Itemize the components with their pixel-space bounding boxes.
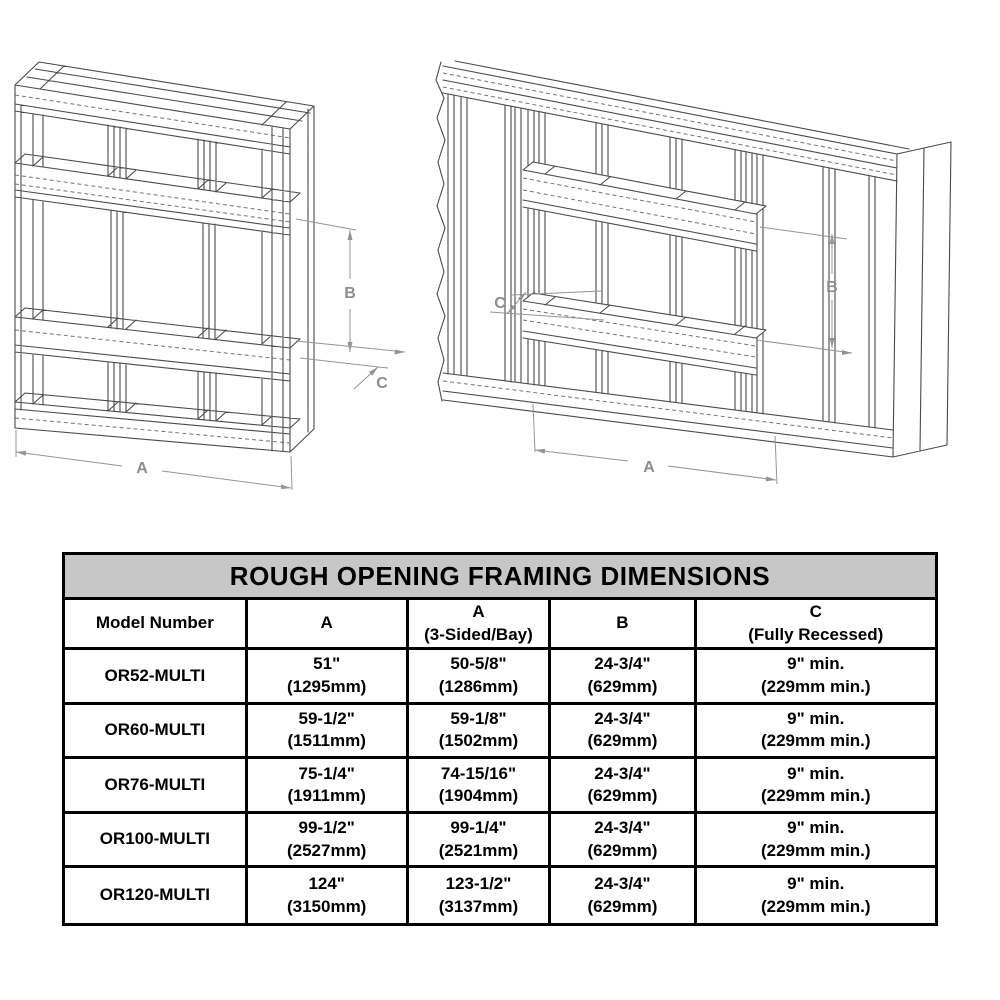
value-in: 59-1/2" [298, 708, 355, 728]
left-dimension-lines [16, 219, 405, 490]
value-in: 9" min. [787, 708, 845, 728]
value-mm: (2527mm) [286, 840, 367, 860]
value-in: 9" min. [787, 654, 845, 674]
dim-a-cell [248, 650, 409, 705]
right-dim-label-a: A [643, 459, 655, 476]
rough-opening-dimensions-table [62, 552, 938, 926]
dim-a-cell [248, 759, 409, 814]
value-in: 123-1/2" [445, 874, 512, 894]
dim-b-cell [551, 650, 696, 705]
value-in: 24-3/4" [594, 818, 651, 838]
value-in: 9" min. [787, 763, 845, 783]
model-cell: OR60-MULTI [65, 705, 248, 760]
value-mm: (1904mm) [438, 785, 519, 805]
dim-c-cell [697, 868, 935, 923]
dim-b-cell [551, 814, 696, 869]
dim-c-cell [697, 705, 935, 760]
value-in: 99-1/2" [298, 818, 355, 838]
right-dim-label-c: C [494, 295, 506, 312]
column-header-b [551, 600, 696, 650]
value-mm: (1286mm) [438, 676, 519, 696]
value-mm: (229mm min.) [760, 676, 871, 696]
column-header-c-recessed [697, 600, 935, 650]
dim-a3-cell [409, 868, 552, 923]
value-mm: (629mm) [587, 840, 658, 860]
value-in: 59-1/8" [450, 708, 507, 728]
right-framing-diagram [436, 61, 951, 484]
value-in: 51" [313, 654, 341, 674]
header-sublabel: (3-Sided/Bay) [424, 624, 533, 644]
header-label: A [472, 602, 485, 622]
value-in: 24-3/4" [594, 708, 651, 728]
left-frame-lines [15, 62, 314, 452]
dim-c-cell [697, 814, 935, 869]
value-mm: (3137mm) [438, 896, 519, 916]
value-in: 24-3/4" [594, 763, 651, 783]
header-sublabel: (Fully Recessed) [748, 624, 884, 644]
left-framing-diagram [15, 62, 405, 490]
dim-a-cell [248, 814, 409, 869]
dim-a3-cell [409, 705, 552, 760]
value-mm: (629mm) [587, 676, 658, 696]
left-dim-label-c: C [376, 375, 388, 392]
dim-b-cell [551, 759, 696, 814]
value-mm: (1295mm) [286, 676, 367, 696]
value-in: 9" min. [787, 874, 845, 894]
value-mm: (629mm) [587, 785, 658, 805]
dim-a3-cell [409, 650, 552, 705]
model-cell: OR52-MULTI [65, 650, 248, 705]
value-mm: (1911mm) [287, 785, 366, 805]
column-header-model [65, 600, 248, 650]
value-mm: (629mm) [587, 896, 658, 916]
header-label: C [809, 602, 822, 622]
right-frame-lines [436, 61, 951, 457]
dim-a3-cell [409, 759, 552, 814]
value-in: 9" min. [787, 818, 845, 838]
right-dim-label-b: B [826, 279, 838, 296]
left-dim-label-a: A [136, 460, 148, 477]
header-label: A [320, 613, 333, 633]
value-mm: (229mm min.) [760, 785, 871, 805]
dim-a3-cell [409, 814, 552, 869]
dim-a-cell [248, 868, 409, 923]
value-in: 24-3/4" [594, 654, 651, 674]
value-mm: (2521mm) [438, 840, 519, 860]
column-header-a-3sided [409, 600, 552, 650]
dim-c-cell [697, 759, 935, 814]
dim-a-cell [248, 705, 409, 760]
value-mm: (3150mm) [286, 896, 367, 916]
value-in: 74-15/16" [440, 763, 517, 783]
model-cell: OR120-MULTI [65, 868, 248, 923]
value-mm: (1511mm) [287, 731, 366, 751]
dim-b-cell [551, 705, 696, 760]
value-in: 99-1/4" [450, 818, 507, 838]
model-cell: OR76-MULTI [65, 759, 248, 814]
header-label: B [616, 613, 629, 633]
value-in: 124" [308, 874, 345, 894]
header-label: Model Number [95, 613, 214, 633]
value-mm: (629mm) [587, 731, 658, 751]
column-header-a [248, 600, 409, 650]
value-mm: (229mm min.) [760, 840, 871, 860]
value-mm: (229mm min.) [760, 896, 871, 916]
left-dimension-arrows [16, 230, 405, 489]
table-title: ROUGH OPENING FRAMING DIMENSIONS [65, 555, 935, 600]
dim-b-cell [551, 868, 696, 923]
value-in: 50-5/8" [450, 654, 507, 674]
value-in: 24-3/4" [594, 874, 651, 894]
dim-c-cell [697, 650, 935, 705]
value-mm: (1502mm) [438, 731, 519, 751]
left-dim-label-b: B [344, 285, 356, 302]
model-cell: OR100-MULTI [65, 814, 248, 869]
value-in: 75-1/4" [298, 763, 355, 783]
value-mm: (229mm min.) [760, 731, 871, 751]
